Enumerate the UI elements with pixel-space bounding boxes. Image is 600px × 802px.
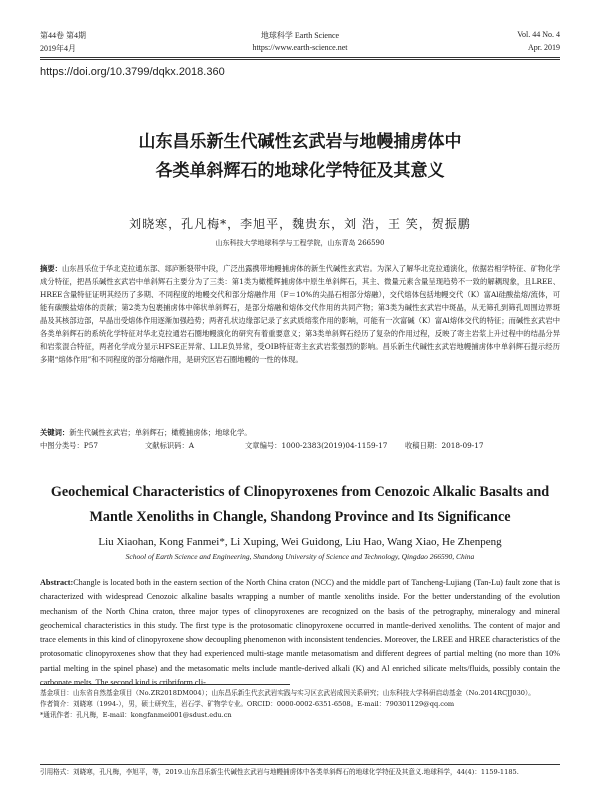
article-title-cn (40, 128, 560, 186)
class-number: 中图分类号：P57 (40, 441, 98, 450)
title-en-line2: Mantle Xenoliths in Changle, Shandong Province and Its Significance (89, 509, 511, 525)
authors-cn: 刘晓寒，孔凡梅*，李旭平，魏贵东，刘 浩，王 笑，贺振鹏 (129, 217, 471, 231)
keywords-cn-label: 关键词： (40, 428, 70, 437)
footnote-rule (40, 684, 290, 685)
journal-volume-en: Vol. 44 No. 4 (517, 30, 560, 39)
citation-rule (40, 764, 560, 765)
journal-name: 地球科学 Earth Science (260, 31, 340, 40)
abstract-cn (40, 262, 560, 366)
article-title-en (40, 480, 560, 530)
title-cn-line1: 山东昌乐新生代碱性玄武岩与地幔捕虏体中 (138, 132, 462, 152)
footnote-author: 作者简介：刘晓寒（1994-），男，硕士研究生，岩石学、矿物学专业。ORCID：0000-0002-6351-6508。E-mail：790301129@qq.com (40, 700, 455, 708)
footnote-corresponding: *通讯作者：孔凡梅，E-mail：kongfanmei001@sdust.edu.cn (40, 711, 232, 719)
doi-link[interactable]: https://doi.org/10.3799/dqkx.2018.360 (40, 66, 225, 78)
article-number: 文章编号：1000-2383(2019)04-1159-17 (245, 441, 388, 450)
issue-date-en: Apr. 2019 (528, 43, 560, 52)
abstract-en-text: Changle is located both in the eastern section of the North China craton (NCC) and the middle part of Tancheng-Lujiang (Tan-Lu) fault zone that is characterized with widespread Cenozoic alkaline basalts wrapping a number of mantle xenoliths inside. For the better understanding of the evolution mechanism of the North China craton, three major types of clinopyroxenes are recognized on the basis of the petrography, mineralogy and mineral geochemical characteristics in this study. The first type is the protosomatic clinopyroxene occurred in mantle-derived xenoliths. The content of major and trace elements in this kind of clinopyroxene show decoupling phenomenon with inconsistent tendencies. Moreover, the LREE and HREE characteristics of the protosomatic clinopyroxenes show that they had experienced multi-stage mantle metasomatism and different degrees of partial melting (no more than 10% partial melting in the spinel phase) and the metasomatic melts include mantle-derived alkali (K) and Al enriched silicate melts/fluids, possibly contain the carbonate melts. The second kind is cribriform cli- (40, 578, 560, 688)
abstract-en-label: Abstract: (40, 578, 74, 587)
document-code: 文献标识码：A (145, 441, 195, 450)
title-cn-line2: 各类单斜辉石的地球化学特征及其意义 (155, 161, 445, 181)
received-date: 收稿日期：2018-09-17 (405, 441, 484, 450)
running-header-line1 (40, 30, 560, 42)
affiliation-en: School of Earth Science and Engineering, Shandong University of Science and Technology, Qingdao 266590, China (125, 552, 475, 561)
abstract-cn-text: 山东昌乐位于华北克拉通东部、郯庐断裂带中段，广泛出露携带地幔捕虏体的新生代碱性玄武岩。为深入了解华北克拉通演化，依据岩相学特征、矿物化学成分特征，把昌乐碱性玄武岩中单斜辉石主要分为了三类：第1类为橄榄辉捕虏体中原生单斜辉石，其主、微量元素含量呈现趋势不一致的解耦现象，且LREE、HREE含量特征证明其经历了多期、不同程度的地幔交代和部分熔融作用（F＝10%的尖晶石相部分熔融），交代熔体包括地幔交代（K）富Al硅酸盐熔/流体，可能有碳酸盐熔体的贡献；第2类为包裹捕虏体中筛状单斜辉石，是部分熔融和熔体交代作用的共同产物；第3类为碱性玄武岩中斑晶，从无筛孔到筛孔周围边界斑晶及其核部边部，早晶出受熔体作用逐渐加强趋势；两者孔状边缘部记录了玄武质熔浆作用的影响，可能有一次富碱（K）富Al熔体交代的特征；而碱性玄武岩中各类单斜辉石的系统化学特征对华北克拉通岩石圈地幔演化的研究有着重要意义；第3类单斜辉石经历了复杂的作用过程，反映了寄主岩浆上升过程中的结晶分异和岩浆混合特征，两者化学成分显示HFSE正异常、LILE负异常，受OIB特征寄主玄武岩浆强烈的影响。昌乐新生代碱性玄武岩地幔捕虏体中单斜辉石提示经历多期“熔体作用”和不同程度的部分熔融作用，是研究区岩石圈地幔的一性的体现。 (40, 264, 561, 364)
journal-volume-cn: 第44卷 第4期 (40, 31, 86, 40)
citation: 引用格式：刘晓寒，孔凡梅，李旭平，等，2019.山东昌乐新生代碱性玄武岩与地幔捕虏体中各类单斜辉石的地球化学特征及其意义.地球科学，44(4)：1159-1185. (40, 768, 519, 776)
footnotes (40, 688, 560, 721)
abstract-cn-label: 摘要： (40, 264, 62, 273)
authors-en: Liu Xiaohan, Kong Fanmei*, Li Xuping, Wei Guidong, Liu Hao, Wang Xiao, He Zhenpeng (98, 536, 502, 548)
classification-line (40, 441, 560, 453)
keywords-cn (40, 428, 560, 438)
header-rule (40, 57, 560, 58)
title-en-line1: Geochemical Characteristics of Clinopyroxenes from Cenozoic Alkalic Basalts and (50, 484, 550, 500)
journal-url[interactable]: https://www.earth-science.net (252, 43, 348, 52)
header-rule-thin (40, 59, 560, 60)
affiliation-cn: 山东科技大学地球科学与工程学院，山东青岛 266590 (215, 239, 385, 247)
abstract-en (40, 576, 560, 690)
issue-date-cn: 2019年4月 (40, 44, 76, 53)
keywords-cn-text: 新生代碱性玄武岩；单斜辉石；橄榄捕虏体；地球化学。 (69, 428, 252, 437)
footnote-fund: 基金项目：山东省自然基金项目（No.ZR2018DM004）；山东昌乐新生代玄武岩实践与实习区玄武岩成因关系研究；山东科技大学科研启动基金（No.2014RCJJ030）。 (40, 689, 535, 697)
running-header-line2 (40, 43, 560, 55)
